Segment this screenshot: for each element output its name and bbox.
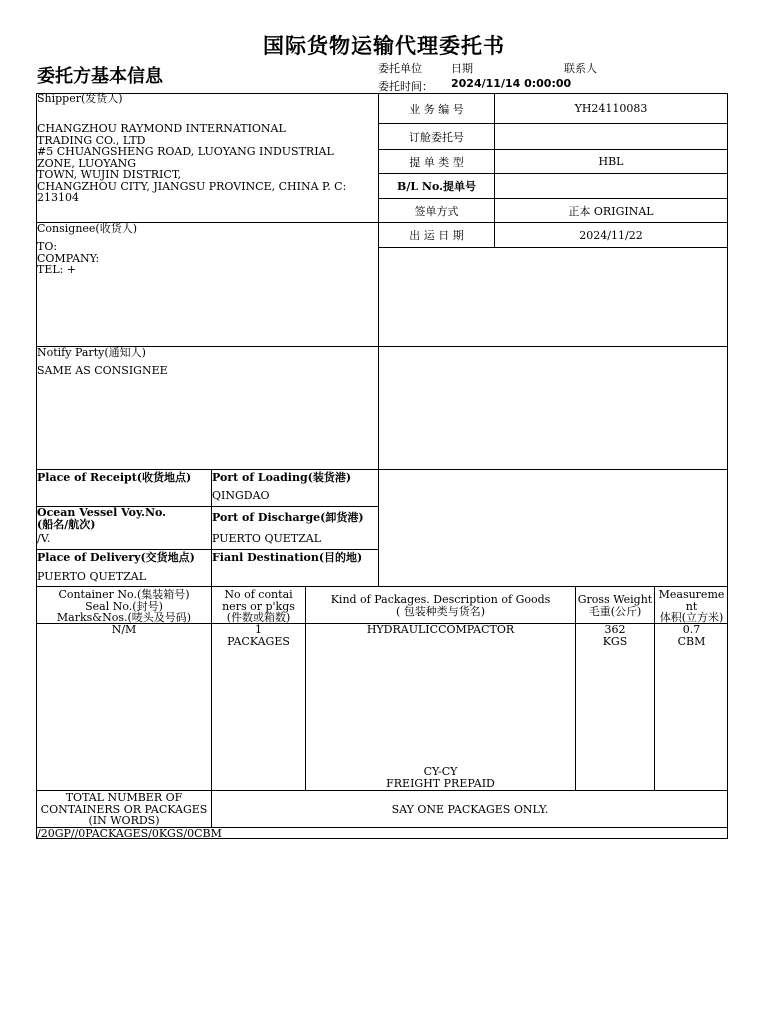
vessel-label: Ocean Vessel Voy.No. (船名/航次)	[37, 506, 166, 531]
divider	[36, 586, 728, 587]
col-header-marks: Container No.(集装箱号) Seal No.(封号) Marks&Nos.(唛头及号码)	[56, 588, 192, 624]
meta-contact-label: 联系人	[564, 62, 597, 75]
divider	[211, 469, 212, 586]
divider	[378, 247, 728, 248]
place-of-receipt-label: Place of Receipt(收货地点)	[37, 471, 192, 484]
goods-description: HYDRAULICCOMPACTOR	[366, 623, 515, 636]
total-value: SAY ONE PACKAGES ONLY.	[391, 802, 549, 816]
port-of-discharge-label: Port of Discharge(卸货港)	[212, 511, 364, 524]
info-value-ship-date: 2024/11/22	[579, 228, 643, 242]
meta-time-value: 2024/11/14 0:00:00	[451, 77, 572, 90]
container-summary: /20GP//0PACKAGES/0KGS/0CBM	[37, 827, 222, 840]
meta-time-label: 委托时间：	[378, 80, 433, 93]
vessel-value: /V.	[37, 532, 51, 545]
port-of-discharge-value: PUERTO QUETZAL	[212, 532, 321, 545]
notify-details: SAME AS CONSIGNEE	[37, 364, 168, 377]
document-subtitle: 委托方基本信息	[37, 66, 163, 87]
info-label-bl-type: 提 单 类 型	[409, 155, 464, 169]
port-of-loading-value: QINGDAO	[212, 489, 270, 502]
goods-weight: 362 KGS	[602, 623, 628, 648]
info-label-business-no: 业 务 编 号	[409, 102, 464, 116]
goods-packages: 1 PACKAGES	[227, 623, 290, 648]
shipper-label: Shipper(发货人)	[37, 92, 123, 105]
info-value-sign-method: 正本 ORIGINAL	[568, 204, 654, 218]
info-label-bl-no: B/L No.提单号	[397, 180, 476, 193]
port-of-loading-label: Port of Loading(装货港)	[212, 471, 352, 484]
col-header-measurement: Measureme nt 体积(立方米)	[658, 588, 725, 624]
total-label: TOTAL NUMBER OF CONTAINERS OR PACKAGES (IN WORDS)	[40, 791, 208, 827]
info-label-booking-no: 订舱委托号	[409, 130, 464, 144]
info-value-business-no: YH24110083	[574, 102, 648, 115]
consignee-details: TO: COMPANY: TEL: +	[37, 240, 100, 276]
col-header-description: Kind of Packages. Description of Goods ( 包装种类与货名)	[330, 593, 551, 618]
goods-measurement: 0.7 CBM	[677, 623, 706, 648]
place-of-delivery-label: Place of Delivery(交货地点)	[37, 551, 195, 564]
info-value-bl-no	[495, 174, 727, 198]
meta-client-label: 委托单位	[378, 62, 422, 75]
goods-marks: N/M	[111, 623, 137, 636]
shipper-address: CHANGZHOU RAYMOND INTERNATIONAL TRADING CO., LTD #5 CHUANGSHENG ROAD, LUOYANG INDUSTRIAL ZONE, LUOYANG TOWN, WUJIN DISTRICT, CHANGZHOU CITY, JIANGSU PROVINCE, CHINA P. C: 213104	[37, 122, 347, 204]
info-label-sign-method: 签单方式	[414, 204, 459, 218]
meta-date-label: 日期	[451, 62, 473, 75]
notify-label: Notify Party(通知人)	[37, 346, 146, 359]
divider	[36, 469, 728, 470]
divider	[36, 549, 378, 550]
consignee-label: Consignee(收货人)	[37, 222, 138, 235]
info-value-booking-no	[495, 124, 727, 149]
info-label-ship-date: 出 运 日 期	[409, 229, 464, 242]
document-title: 国际货物运输代理委托书	[263, 34, 505, 58]
col-header-weight: Gross Weight 毛重(公斤)	[577, 593, 653, 618]
col-header-packages: No of contai ners or p'kgs (件数或箱数)	[222, 588, 295, 624]
place-of-delivery-value: PUERTO QUETZAL	[37, 570, 146, 583]
goods-terms: CY-CY FREIGHT PREPAID	[386, 765, 495, 790]
info-value-bl-type: HBL	[598, 155, 624, 168]
final-destination-label: Fianl Destination(目的地)	[212, 551, 363, 564]
